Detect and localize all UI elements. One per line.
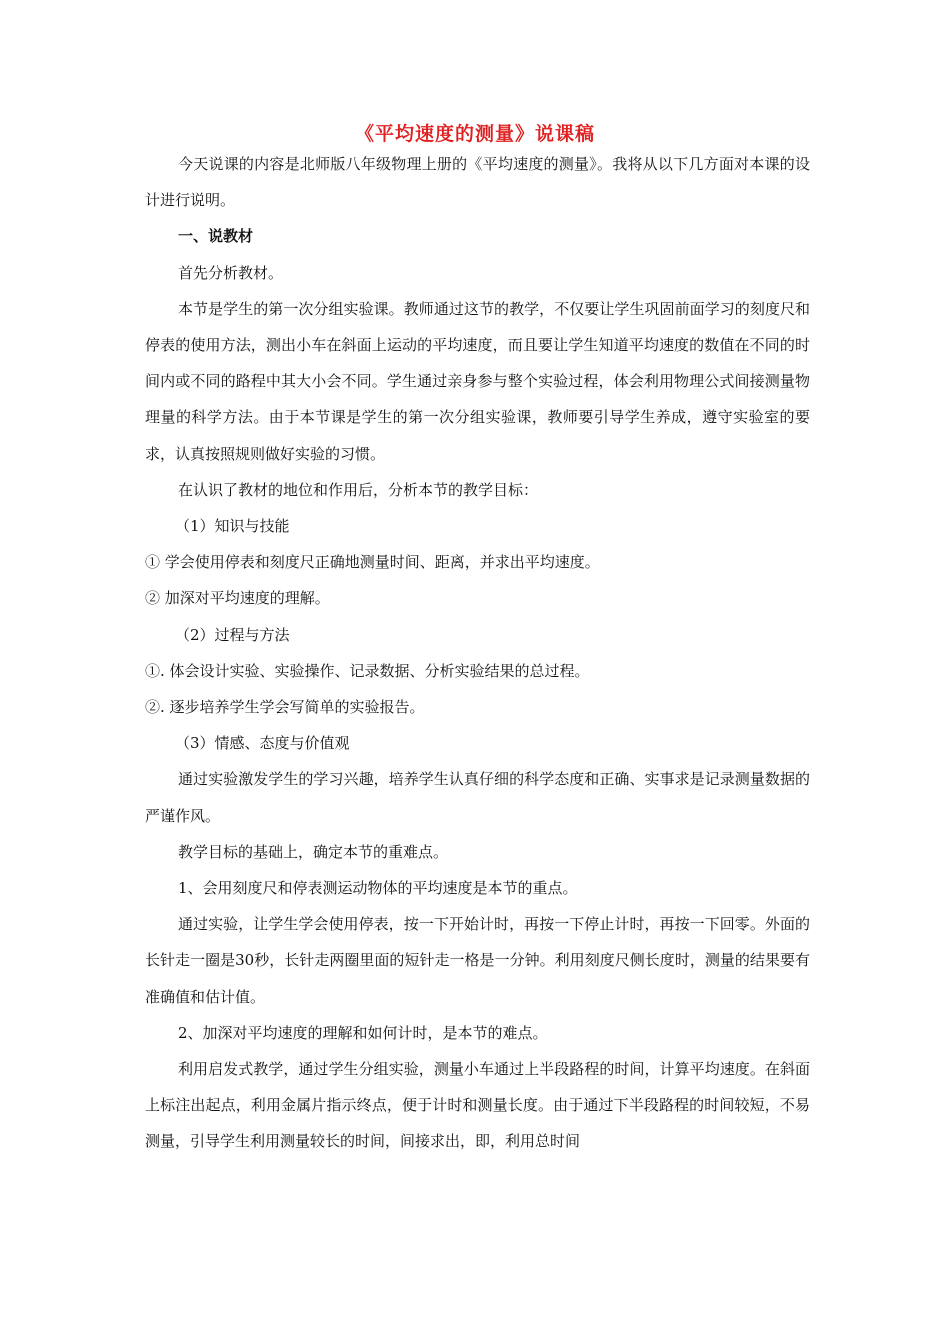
paragraph: 在认识了教材的地位和作用后，分析本节的教学目标： xyxy=(178,480,539,499)
paragraph: 通过实验激发学生的学习兴趣，培养学生认真仔细的科学态度和正确、实事求是记录测量数据的严谨作风。 xyxy=(145,770,810,825)
paragraph: 利用启发式教学，通过学生分组实验，测量小车通过上半段路程的时间，计算平均速度。在斜面上标注出起点，利用金属片指示终点，便于计时和测量长度。由于通过下半段路程的时间较短，不易测量，引导学生利用测量较长的时间，间接求出，即，利用总时间 xyxy=(145,1060,810,1151)
paragraph-intro: 今天说课的内容是北师版八年级物理上册的《平均速度的测量》。我将从以下几方面对本课的设计进行说明。 xyxy=(145,155,810,210)
goal-heading-attitude: （3）情感、态度与价值观 xyxy=(175,734,350,753)
list-item: ②. 逐步培养学生学会写简单的实验报告。 xyxy=(145,698,425,717)
paragraph: 通过实验，让学生学会使用停表，按一下开始计时，再按一下停止计时，再按一下回零。外面的长针走一圈是30秒，长针走两圈里面的短针走一格是一分钟。利用刻度尺侧长度时，测量的结果要有准确值和估计值。 xyxy=(145,915,810,1006)
section-heading-textbook: 一、说教材 xyxy=(178,227,254,246)
list-item: ①. 体会设计实验、实验操作、记录数据、分析实验结果的总过程。 xyxy=(145,661,590,680)
paragraph: 本节是学生的第一次分组实验课。教师通过这节的教学，不仅要让学生巩固前面学习的刻度尺和停表的使用方法，测出小车在斜面上运动的平均速度，而且要让学生知道平均速度的数值在不同的时间内或不同的路程中其大小会不同。学生通过亲身参与整个实验过程，体会利用物理公式间接测量物理量的科学方法。由于本节课是学生的第一次分组实验课，教师要引导学生养成，遵守实验室的要求，认真按照规则做好实验的习惯。 xyxy=(145,299,810,463)
list-item: ① 学会使用停表和刻度尺正确地测量时间、距离，并求出平均速度。 xyxy=(145,553,600,572)
goal-heading-process: （2）过程与方法 xyxy=(175,625,290,644)
document-body xyxy=(145,146,810,1160)
list-item: ② 加深对平均速度的理解。 xyxy=(145,589,330,608)
key-point-heading: 1、会用刻度尺和停表测运动物体的平均速度是本节的重点。 xyxy=(178,879,578,898)
paragraph: 首先分析教材。 xyxy=(178,263,284,282)
difficult-point-heading: 2、加深对平均速度的理解和如何计时，是本节的难点。 xyxy=(178,1023,548,1042)
goal-heading-knowledge: （1）知识与技能 xyxy=(175,517,290,536)
document-title: 《平均速度的测量》说课稿 xyxy=(354,123,595,145)
paragraph: 教学目标的基础上，确定本节的重难点。 xyxy=(178,842,449,861)
